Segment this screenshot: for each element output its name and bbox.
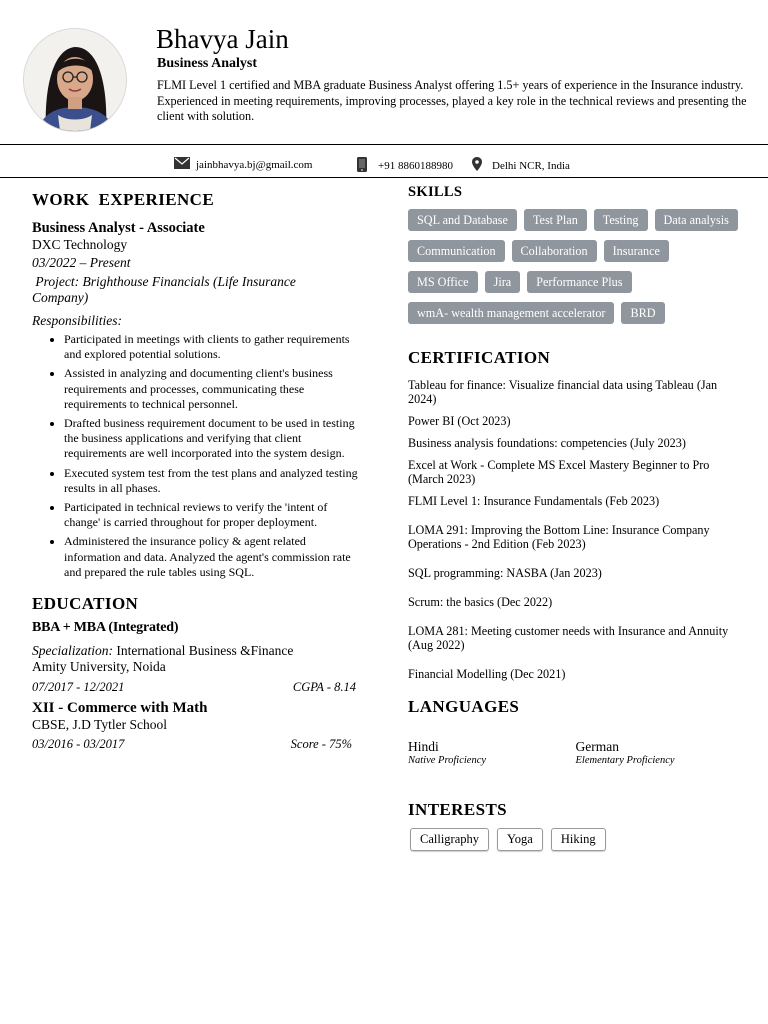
education-heading: EDUCATION bbox=[32, 594, 139, 614]
skills-list bbox=[408, 209, 738, 324]
contact-email[interactable] bbox=[174, 157, 312, 172]
location-text: Delhi NCR, India bbox=[492, 159, 570, 172]
list-item: LOMA 291: Improving the Bottom Line: Insurance Company Operations - 2nd Edition (Feb 2023) bbox=[408, 523, 710, 551]
skill-chip: Collaboration bbox=[512, 240, 597, 262]
skill-chip: Test Plan bbox=[524, 209, 587, 231]
skill-chip: Performance Plus bbox=[527, 271, 631, 293]
school-1: Amity University, Noida bbox=[32, 659, 166, 675]
job-title: Business Analyst - Associate bbox=[32, 220, 205, 236]
school-2: CBSE, J.D Tytler School bbox=[32, 717, 167, 733]
list-item: • Drafted business requirement document to be used in testing the business applications and verifying that client requirements are well incorporated into the system design. bbox=[64, 416, 362, 462]
skill-chip: BRD bbox=[621, 302, 664, 324]
skill-chip: SQL and Database bbox=[408, 209, 517, 231]
education-2-score: Score - 75% bbox=[290, 737, 352, 752]
work-experience-heading: WORK EXPERIENCE bbox=[32, 190, 215, 209]
language-level: Native Proficiency bbox=[408, 755, 487, 766]
specialization-value: International Business &Finance bbox=[116, 643, 294, 659]
certification-list bbox=[408, 378, 743, 681]
envelope-icon bbox=[174, 157, 190, 172]
skill-chip: Communication bbox=[408, 240, 505, 262]
profile-summary: FLMI Level 1 certified and MBA graduate Business Analyst offering 1.5+ years of experience in the Insurance industry. Experienced in meeting requirements, improving processes, played a key role in the technical reviews and presenting the client with solution. bbox=[157, 78, 747, 123]
specialization-label: Specialization: bbox=[32, 643, 113, 659]
language-name: German bbox=[575, 739, 619, 754]
left-column bbox=[32, 190, 362, 752]
education-2-dates: 03/2016 - 03/2017 bbox=[32, 737, 125, 752]
degree-2: XII - Commerce with Math bbox=[32, 700, 208, 717]
interest-tag: Calligraphy bbox=[410, 828, 489, 851]
language-item bbox=[408, 739, 576, 766]
list-item: Business analysis foundations: competencies (July 2023) bbox=[408, 436, 686, 450]
education-1-dates: 07/2017 - 12/2021 bbox=[32, 680, 125, 695]
contact-phone[interactable] bbox=[357, 157, 453, 175]
list-item: Power BI (Oct 2023) bbox=[408, 414, 511, 428]
list-item: Tableau for finance: Visualize financial data using Tableau (Jan 2024) bbox=[408, 378, 718, 406]
languages-list bbox=[408, 739, 743, 766]
interests-list bbox=[410, 828, 743, 851]
list-item: • Participated in meetings with clients to gather requirements and explored potential solutions. bbox=[64, 332, 362, 362]
profile-photo bbox=[23, 28, 127, 132]
language-name: Hindi bbox=[408, 739, 439, 754]
list-item: SQL programming: NASBA (Jan 2023) bbox=[408, 566, 602, 580]
location-pin-icon bbox=[472, 157, 482, 174]
certification-heading: CERTIFICATION bbox=[408, 348, 551, 367]
education-2-meta bbox=[32, 737, 352, 752]
project-name: Project: Brighthouse Financials (Life Insurance Company) bbox=[32, 274, 300, 305]
candidate-name: Bhavya Jain bbox=[156, 24, 289, 54]
education-1-meta bbox=[32, 680, 356, 695]
skills-heading: SKILLS bbox=[408, 184, 463, 200]
skill-chip: wmA- wealth management accelerator bbox=[408, 302, 614, 324]
list-item: • Administered the insurance policy & agent related information and data. Analyzed the agent's commission rate and prepared the rule tables using SQL. bbox=[64, 534, 362, 580]
phone-icon bbox=[357, 157, 367, 175]
responsibilities-list bbox=[32, 332, 362, 580]
interest-tag: Yoga bbox=[497, 828, 543, 851]
list-item: • Participated in technical reviews to verify the 'intent of change' is carried throughout for proper deployment. bbox=[64, 500, 362, 530]
skill-chip: Data analysis bbox=[655, 209, 738, 231]
contact-location bbox=[472, 157, 570, 174]
language-item bbox=[576, 739, 744, 766]
specialization bbox=[32, 643, 362, 659]
right-column bbox=[408, 184, 743, 851]
list-item: Scrum: the basics (Dec 2022) bbox=[408, 595, 553, 609]
list-item: • Assisted in analyzing and documenting client's business requirements and processes, communicating these requirements to technical personnel. bbox=[64, 366, 362, 412]
skill-chip: Testing bbox=[594, 209, 648, 231]
list-item: FLMI Level 1: Insurance Fundamentals (Feb 2023) bbox=[408, 494, 660, 508]
header-divider-bottom bbox=[0, 177, 768, 178]
header-divider-top bbox=[0, 144, 768, 145]
interest-tag: Hiking bbox=[551, 828, 606, 851]
list-item: Excel at Work - Complete MS Excel Mastery Beginner to Pro (March 2023) bbox=[408, 458, 710, 486]
list-item: • Executed system test from the test plans and analyzed testing results in all phases. bbox=[64, 466, 362, 496]
email-text: jainbhavya.bj@gmail.com bbox=[196, 158, 313, 171]
skill-chip: Insurance bbox=[604, 240, 669, 262]
list-item: LOMA 281: Meeting customer needs with Insurance and Annuity (Aug 2022) bbox=[408, 624, 729, 652]
list-item: Financial Modelling (Dec 2021) bbox=[408, 667, 566, 681]
interests-heading: INTERESTS bbox=[408, 800, 508, 819]
degree-1: BBA + MBA (Integrated) bbox=[32, 620, 179, 636]
company-name: DXC Technology bbox=[32, 237, 128, 252]
job-dates: 03/2022 – Present bbox=[32, 255, 131, 270]
education-1-score: CGPA - 8.14 bbox=[292, 680, 356, 695]
language-level: Elementary Proficiency bbox=[575, 755, 675, 766]
phone-text: +91 8860188980 bbox=[378, 160, 453, 172]
candidate-role: Business Analyst bbox=[157, 56, 257, 71]
skill-chip: MS Office bbox=[408, 271, 478, 293]
languages-heading: LANGUAGES bbox=[408, 697, 520, 716]
skill-chip: Jira bbox=[485, 271, 521, 293]
responsibilities-label: Responsibilities: bbox=[32, 313, 122, 328]
